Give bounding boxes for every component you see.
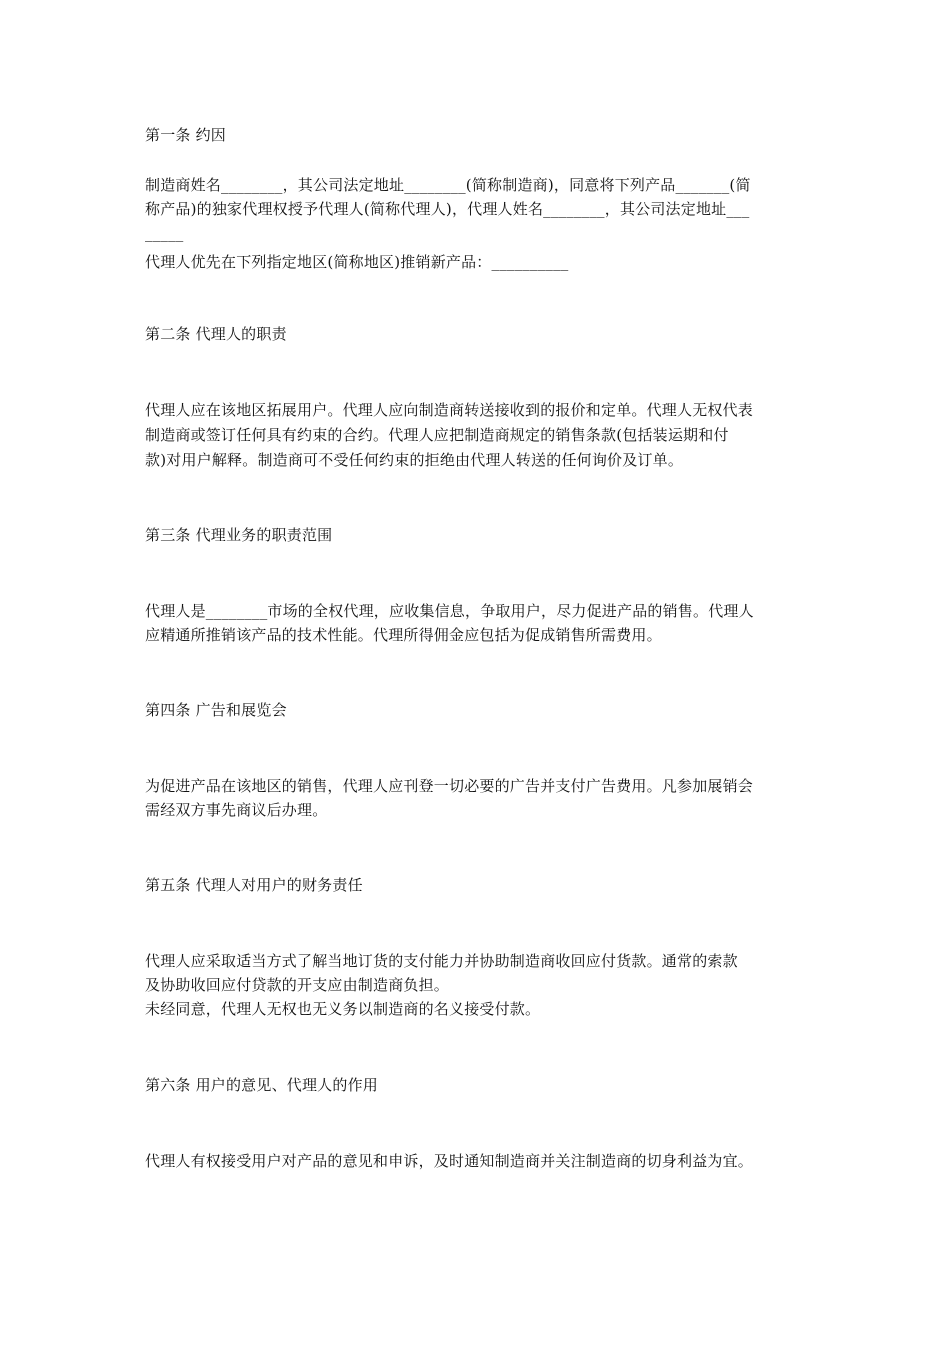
article-5-line-2: 及协助收回应付贷款的开支应由制造商负担。 (145, 976, 450, 994)
article-1-line-4: 代理人优先在下列指定地区(简称地区)推销新产品：__________ (145, 253, 569, 271)
article-2-line-3: 款)对用户解释。制造商可不受任何约束的拒绝由代理人转送的任何询价及订单。 (145, 451, 684, 469)
article-3-title: 第三条 代理业务的职责范围 (145, 526, 333, 544)
article-2-title: 第二条 代理人的职责 (145, 325, 287, 343)
article-1-line-2: 称产品)的独家代理权授予代理人(简称代理人)，代理人姓名________，其公司法定地址___ (145, 200, 750, 218)
article-1-line-1: 制造商姓名________，其公司法定地址________(简称制造商)，同意将下列产品_______(简 (145, 176, 751, 194)
article-1-title: 第一条 约因 (145, 126, 226, 144)
article-5-title: 第五条 代理人对用户的财务责任 (145, 876, 363, 894)
article-3-line-2: 应精通所推销该产品的技术性能。代理所得佣金应包括为促成销售所需费用。 (145, 626, 662, 644)
article-2-line-2: 制造商或签订任何具有约束的合约。代理人应把制造商规定的销售条款(包括装运期和付 (145, 426, 729, 444)
article-1-line-3: _____ (145, 224, 184, 242)
article-4-line-1: 为促进产品在该地区的销售，代理人应刊登一切必要的广告并支付广告费用。凡参加展销会 (145, 777, 754, 795)
article-5-line-3: 未经同意，代理人无权也无义务以制造商的名义接受付款。 (145, 1000, 541, 1018)
article-2-line-1: 代理人应在该地区拓展用户。代理人应向制造商转送接收到的报价和定单。代理人无权代表 (145, 401, 754, 419)
article-6-title: 第六条 用户的意见、代理人的作用 (145, 1076, 378, 1094)
article-4-title: 第四条 广告和展览会 (145, 701, 287, 719)
article-4-line-2: 需经双方事先商议后办理。 (145, 801, 328, 819)
article-3-line-1: 代理人是________市场的全权代理，应收集信息，争取用户，尽力促进产品的销售。代理人 (145, 602, 754, 620)
article-6-line-1: 代理人有权接受用户对产品的意见和申诉，及时通知制造商并关注制造商的切身利益为宜。 (145, 1152, 754, 1170)
article-5-line-1: 代理人应采取适当方式了解当地订货的支付能力并协助制造商收回应付货款。通常的索款 (145, 952, 738, 970)
